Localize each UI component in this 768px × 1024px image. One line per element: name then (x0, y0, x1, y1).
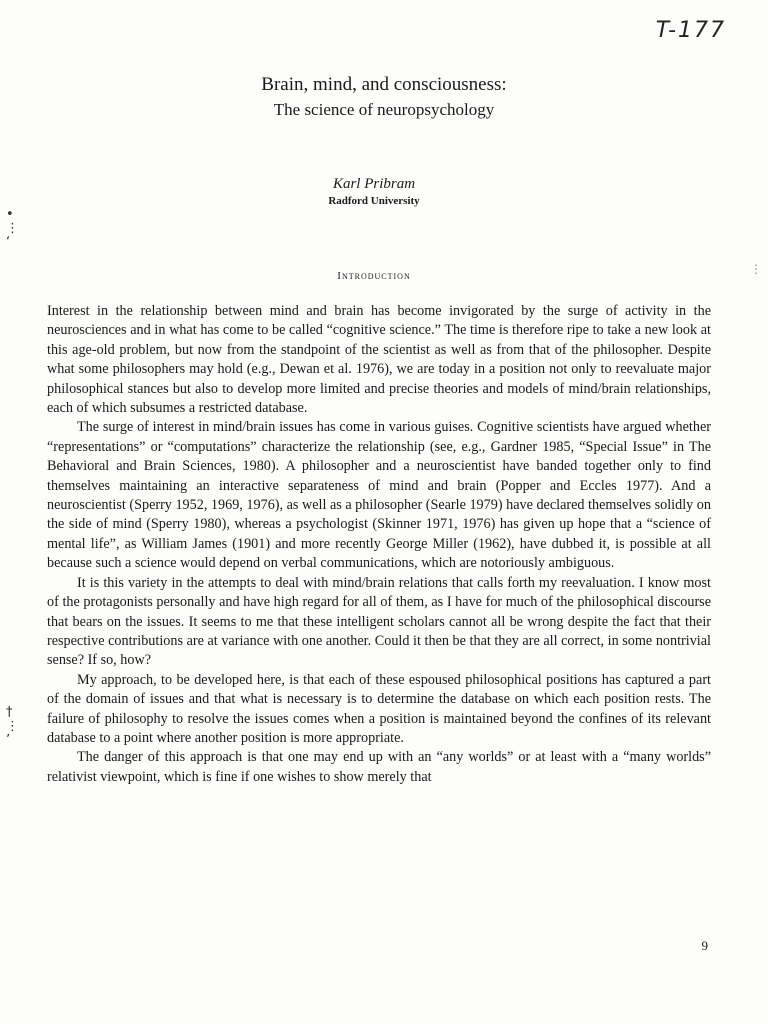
paragraph: Interest in the relationship between mind and brain has become invigorated by the surge of activity in the neurosciences and in what has come to be called “cognitive science.” The time is therefore ripe to take a new look at this age-old problem, but now from the standpoint of the scientist as well as from that of the philosopher. Despite what some philosophers may hold (e.g., Dewan et al. 1976), we are today in a position not only to reevaluate major philosophical stances but also to develop more limited and precise theories and models of mind/brain relationships, each of which subsumes a restricted database. (47, 303, 711, 417)
margin-scan-marks: ⋮ (750, 262, 762, 276)
paragraph: The surge of interest in mind/brain issues has come in various guises. Cognitive scientists have argued whether “representations” or “computations” characterize the relationship (see, e.g., Gardner 1985, “Special Issue” in The Behavioral and Brain Sciences, 1980). A philosopher and a neuroscientist have banded together only to find themselves maintaining an interactive separateness of mind and brain (Popper and Eccles 1977). And a neuroscientist (Sperry 1952, 1969, 1976), as well as a philosopher (Searle 1979) have declared themselves solidly on the side of mind (Sperry 1980), whereas a psychologist (Skinner 1971, 1976) has given up hope that a “science of mental life”, as William James (1901) and more recently George Miller (1962), have dubbed it, is possible at all because such a science would depend on verbal communications, which are notoriously ambiguous. (47, 419, 711, 572)
page-number: 9 (701, 938, 708, 953)
margin-scan-marks: • ⋮ ‘ (6, 207, 19, 250)
author-block (0, 176, 748, 207)
section-heading: Introduction (337, 270, 411, 282)
title-block (0, 74, 768, 120)
paragraph: My approach, to be developed here, is that each of these espoused philosophical positions has captured a part of the domain of issues and that what is necessary is to determine the database on which each position rests. The failure of philosophy to resolve the issues comes when a position is maintained beyond the confines of its relevant database to a point where another position is more appropriate. (47, 671, 711, 746)
paper-title: Brain, mind, and consciousness: (261, 74, 507, 95)
handwritten-annotation: T-177 (655, 18, 726, 43)
author-affiliation: Radford University (328, 195, 420, 207)
body-text (47, 302, 711, 787)
paragraph: It is this variety in the attempts to deal with mind/brain relations that calls forth my reevaluation. I know most of the protagonists personally and have high regard for all of them, as I have for much of the philosophical discourse that bears on the issues. It seems to me that these intelligent scholars cannot all be wrong despite the fact that their respective contributions are at variance with one another. Could it then be that they are all correct, in some nontrivial sense? If so, how? (47, 574, 711, 669)
paragraph: The danger of this approach is that one may end up with an “any worlds” or at least with a “many worlds” relativist viewpoint, which is fine if one wishes to show merely that (47, 749, 711, 785)
margin-scan-marks: † ⋮ ’ (6, 705, 19, 748)
paper-subtitle: The science of neuropsychology (273, 100, 495, 119)
author-name: Karl Pribram (332, 176, 416, 192)
